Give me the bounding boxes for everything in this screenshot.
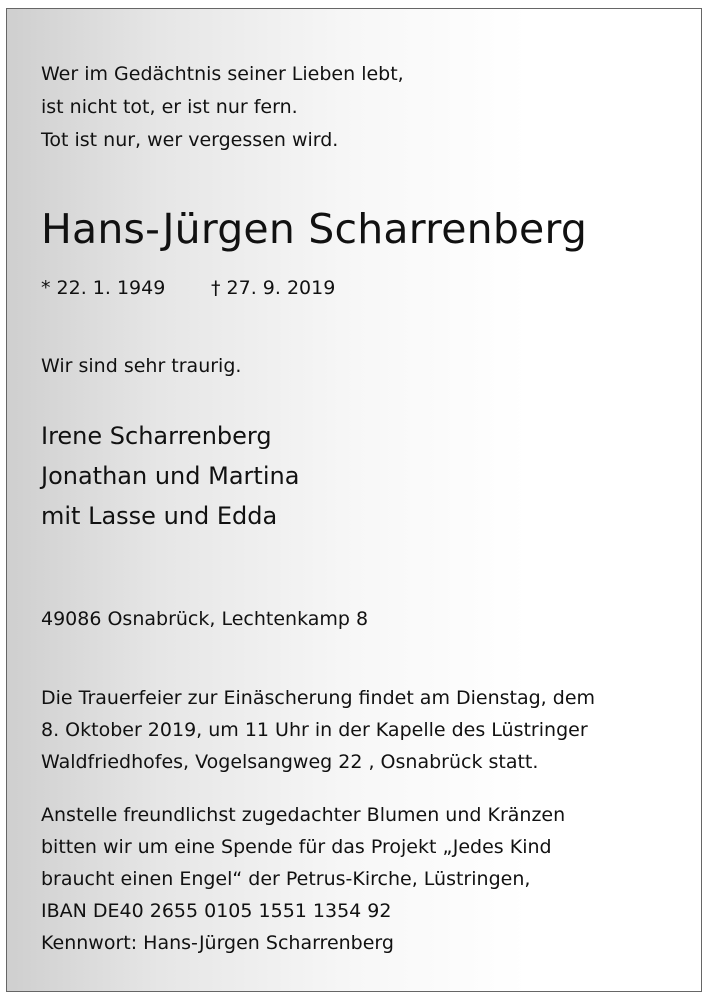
- address: 49086 Osnabrück, Lechtenkamp 8: [41, 608, 369, 630]
- mourner-line: mit Lasse und Edda: [41, 502, 278, 530]
- mourner-line: Jonathan und Martina: [41, 462, 300, 490]
- deceased-name: Hans-Jürgen Scharrenberg: [41, 205, 588, 253]
- donation-line: Anstelle freundlichst zugedachter Blumen und Kränzen: [41, 804, 566, 826]
- sorrow-statement: Wir sind sehr traurig.: [41, 355, 242, 377]
- poem-line: Tot ist nur, wer vergessen wird.: [41, 129, 339, 151]
- ceremony-line: Die Trauerfeier zur Einäscherung findet am Dienstag, dem: [41, 687, 596, 709]
- mourner-line: Irene Scharrenberg: [41, 422, 272, 450]
- life-dates: [41, 277, 335, 299]
- poem-line: Wer im Gedächtnis seiner Lieben lebt,: [41, 63, 404, 85]
- ceremony-line: 8. Oktober 2019, um 11 Uhr in der Kapelle des Lüstringer: [41, 719, 588, 741]
- ceremony-line: Waldfriedhofes, Vogelsangweg 22 , Osnabrück statt.: [41, 751, 539, 773]
- donation-line: bitten wir um eine Spende für das Projekt „Jedes Kind: [41, 836, 552, 858]
- donation-line: Kennwort: Hans-Jürgen Scharrenberg: [41, 932, 394, 954]
- donation-line: braucht einen Engel“ der Petrus-Kirche, Lüstringen,: [41, 868, 531, 890]
- donation-line: IBAN DE40 2655 0105 1551 1354 92: [41, 900, 392, 922]
- birth-date: * 22. 1. 1949: [41, 277, 166, 299]
- death-date: † 27. 9. 2019: [211, 277, 336, 299]
- poem-line: ist nicht tot, er ist nur fern.: [41, 96, 298, 118]
- obituary-notice: [6, 8, 702, 992]
